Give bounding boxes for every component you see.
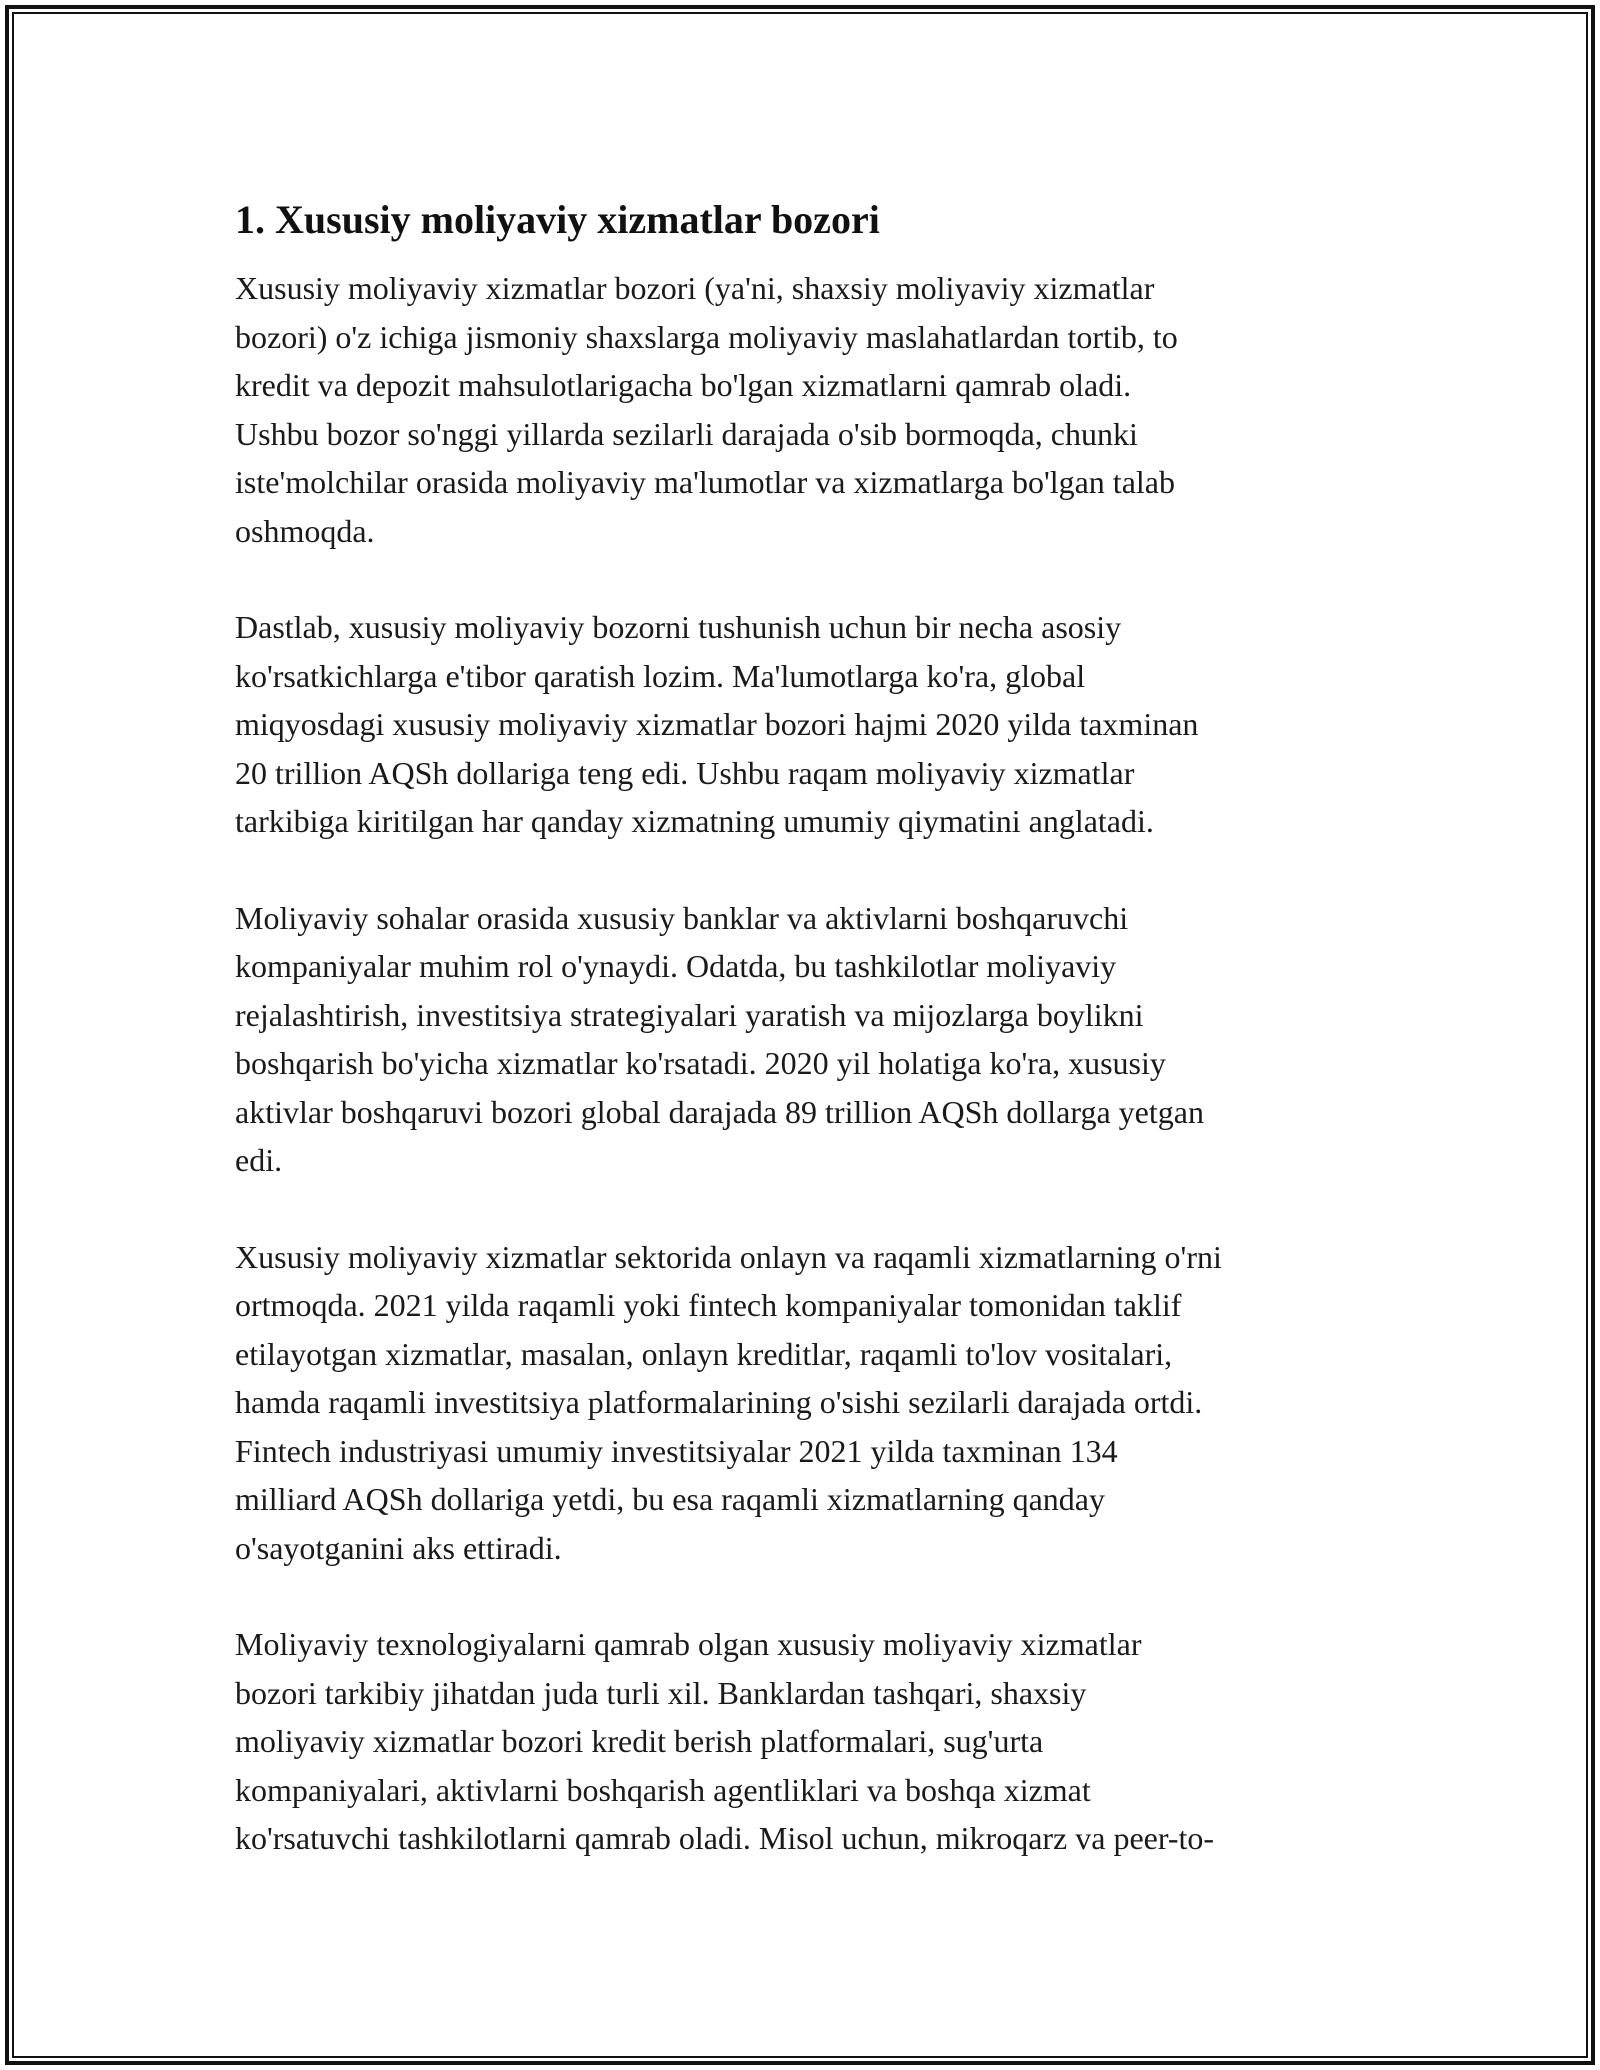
section-heading: 1. Xususiy moliyaviy xizmatlar bozori: [235, 197, 880, 242]
paragraph-1: Xususiy moliyaviy xizmatlar bozori (ya'ni, shaxsiy moliyaviy xizmatlar bozori) o'z ichiga jismoniy shaxslarga moliyaviy maslahatlardan tortib, to kredit va depozit mahsulotlarigacha bo'lgan xizmatlarni qamrab oladi. Ushbu bozor so'nggi yillarda sezilarli darajada o'sib bormoqda, chunki iste'molchilar orasida moliyaviy ma'lumotlar va xizmatlarga bo'lgan talab oshmoqda.: [235, 270, 1178, 549]
paragraph-4: Xususiy moliyaviy xizmatlar sektorida onlayn va raqamli xizmatlarning o'rni ortmoqda. 2021 yilda raqamli yoki fintech kompaniyalar tomonidan taklif etilayotgan xizmatlar, masalan, onlayn kreditlar, raqamli to'lov vositalari, hamda raqamli investitsiya platformalarining o'sishi sezilarli darajada ortdi. Fintech industriyasi umumiy investitsiyalar 2021 yilda taxminan 134 milliard AQSh dollariga yetdi, bu esa raqamli xizmatlarning qanday o'sayotganini aks ettiradi.: [235, 1238, 1222, 1566]
document-body: [235, 182, 1375, 1911]
paragraph-3: Moliyaviy sohalar orasida xususiy banklar va aktivlarni boshqaruvchi kompaniyalar muhim rol o'ynaydi. Odatda, bu tashkilotlar moliyaviy rejalashtirish, investitsiya strategiyalari yaratish va mijozlarga boylikni boshqarish bo'yicha xizmatlar ko'rsatadi. 2020 yil holatiga ko'ra, xususiy aktivlar boshqaruvi bozori global darajada 89 trillion AQSh dollarga yetgan edi.: [235, 899, 1204, 1178]
paragraph-5: Moliyaviy texnologiyalarni qamrab olgan xususiy moliyaviy xizmatlar bozori tarkibiy jihatdan juda turli xil. Banklardan tashqari, shaxsiy moliyaviy xizmatlar bozori kredit berish platformalari, sug'urta kompaniyalari, aktivlarni boshqarish agentliklari va boshqa xizmat ko'rsatuvchi tashkilotlarni qamrab oladi. Misol uchun, mikroqarz va peer-to-: [235, 1626, 1215, 1856]
paragraph-2: Dastlab, xususiy moliyaviy bozorni tushunish uchun bir necha asosiy ko'rsatkichlarga e'tibor qaratish lozim. Ma'lumotlarga ko'ra, global miqyosdagi xususiy moliyaviy xizmatlar bozori hajmi 2020 yilda taxminan 20 trillion AQSh dollariga teng edi. Ushbu raqam moliyaviy xizmatlar tarkibiga kiritilgan har qanday xizmatning umumiy qiymatini anglatadi.: [235, 609, 1199, 839]
